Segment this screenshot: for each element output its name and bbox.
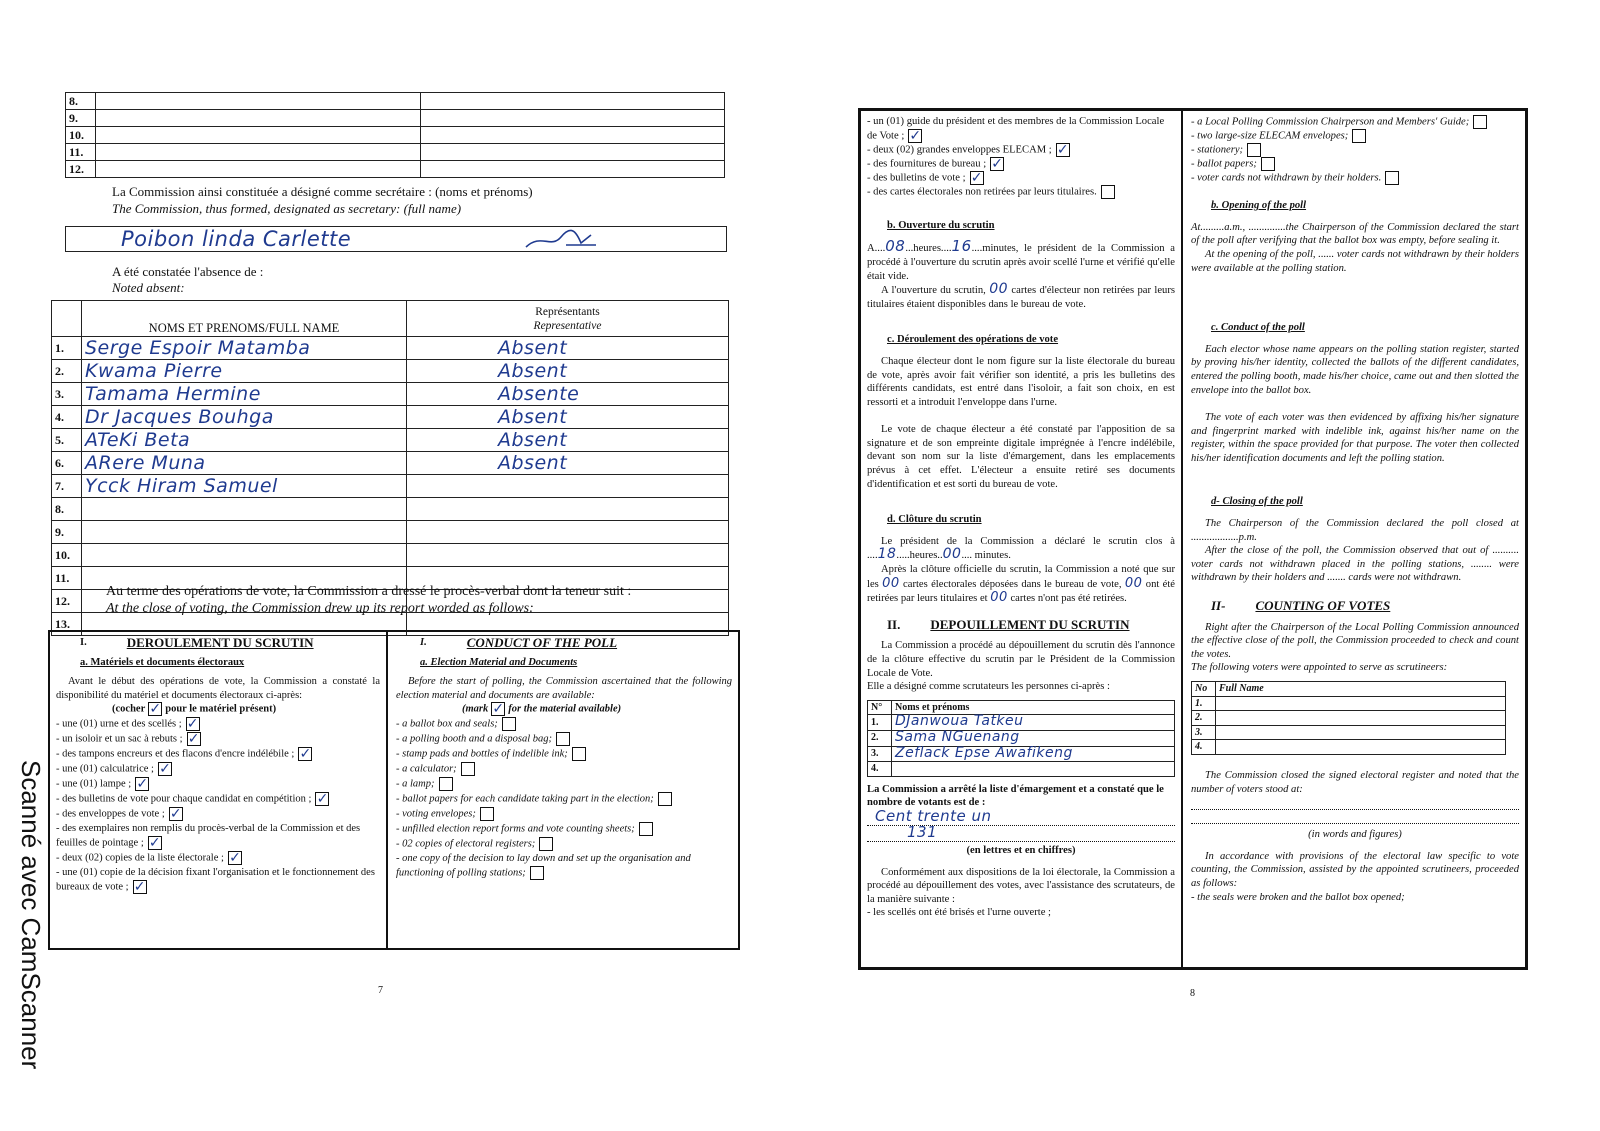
b-cards: 00	[989, 281, 1009, 298]
absent-name-cell	[82, 360, 407, 383]
item-label: - ballot papers for each candidate taking part in the election;	[396, 793, 654, 805]
scrutineer-row-en	[1192, 725, 1506, 740]
absent-name-cell	[82, 452, 407, 475]
item-label: - stationery;	[1191, 144, 1244, 156]
scrutineers-table-en	[1191, 681, 1506, 755]
checklist-item	[56, 792, 380, 806]
right-box	[858, 108, 1528, 970]
page-number-right: 8	[1190, 988, 1195, 999]
sec2-fr-num: II.	[887, 616, 901, 632]
item-label: - a polling booth and a disposal bag;	[396, 733, 553, 745]
checklist-item	[396, 852, 732, 880]
voters-note-en: (in words and figures)	[1308, 829, 1402, 841]
absent-row	[52, 406, 729, 429]
b-en-text: At.........a.m., ..............the Chairperson of the Commission declared the start of the poll after verifying that the ballot box was empty, before sealing it.	[1191, 221, 1519, 247]
absent-rep-cell	[407, 337, 729, 360]
checkbox[interactable]	[970, 171, 984, 185]
item-label: - des fournitures de bureau ;	[867, 158, 987, 170]
checklist-item	[396, 777, 732, 791]
checkbox[interactable]	[148, 836, 162, 850]
item-label: - des cartes électorales non retirées par leurs titulaires.	[867, 186, 1097, 198]
scr-empty	[1216, 725, 1506, 740]
checklist-item	[396, 837, 732, 851]
checklist-item	[56, 866, 380, 894]
absent-rep-cell	[407, 452, 729, 475]
law-en: In accordance with provisions of the electoral law specific to vote counting, the Commission, assisted by the appointed scrutineers, proceeded as follows:	[1191, 850, 1519, 889]
item-label: - deux (02) grandes enveloppes ELECAM ;	[867, 144, 1052, 156]
row-num: 8.	[52, 498, 82, 521]
watermark-text: Scanné avec CamScanner	[16, 760, 46, 1070]
voters-fr: La Commission a arrêté la liste d'émargement et a constaté que le nombre de votants est de :	[867, 783, 1164, 809]
checklist-item	[396, 822, 732, 836]
checkbox[interactable]	[572, 747, 586, 761]
item-label: - des tampons encreurs et des flacons d'encre indélébile ;	[56, 748, 295, 760]
checklist-item	[1191, 157, 1519, 171]
item-label: - une (01) lampe ;	[56, 778, 132, 790]
item-label: - une (01) calculatrice ;	[56, 763, 154, 775]
absent-rep-cell	[407, 429, 729, 452]
absent-name: ATeKi Beta	[85, 429, 191, 451]
section-one-en	[390, 632, 738, 948]
items-en-list	[396, 717, 732, 880]
secretary-name: Poibon linda Carlette	[121, 227, 352, 251]
check-icon: ✓	[1056, 141, 1069, 158]
checkbox[interactable]	[1101, 185, 1115, 199]
row-num: 2.	[52, 360, 82, 383]
check-icon: ✓	[492, 701, 505, 718]
scr-name-cell	[892, 746, 1175, 762]
intro-en: Before the start of polling, the Commission ascertained that the following election material and documents are available:	[396, 676, 732, 701]
absent-rep: Absent	[498, 452, 568, 474]
scr-num-en: 3.	[1192, 725, 1216, 740]
absent-rep	[410, 498, 498, 520]
checklist-item	[56, 762, 380, 776]
item-label: - des enveloppes de vote ;	[56, 808, 165, 820]
checklist-item	[56, 717, 380, 731]
close-en: At the close of voting, the Commission drew up its report worded as follows:	[106, 601, 534, 616]
scr-num-en: 4.	[1192, 740, 1216, 755]
checkbox[interactable]	[315, 792, 329, 806]
d-hour: 18	[877, 546, 897, 563]
checklist-item	[56, 807, 380, 821]
c-fr-text2: Le vote de chaque électeur a été constaté par l'apposition de sa signature et de son empreinte digitale imprégnée à l'encre indélébile, devant son nom sur la liste d'émargement, dans les emplacements prévus à cet effet. L'électeur a ensuite retiré ses documents d'identification et est sorti du bureau de vote.	[867, 424, 1175, 490]
absent-name-cell	[82, 337, 407, 360]
intro-fr: Avant le début des opérations de vote, la Commission a constaté la disponibilité du matériel et documents électoraux ci-après:	[56, 676, 380, 701]
count-fr2: Elle a désigné comme scrutateurs les personnes ci-après :	[867, 681, 1110, 693]
item-label: - 02 copies of electoral registers;	[396, 838, 536, 850]
scr-head-name: Noms et prénoms	[892, 700, 1175, 715]
right-items-en	[1191, 115, 1519, 185]
checklist-item	[396, 792, 732, 806]
voters-en: The Commission closed the signed electoral register and noted that the number of voters stood at:	[1191, 769, 1519, 795]
scrutineer-row-en	[1192, 740, 1506, 755]
absent-rep	[410, 475, 498, 497]
section-one-box	[48, 630, 740, 950]
check-icon: ✓	[187, 731, 200, 748]
right-en-column	[1185, 111, 1525, 967]
scr-empty	[1216, 696, 1506, 711]
close-fr: Au terme des opérations de vote, la Commission a dressé le procès-verbal dont la teneur suit :	[106, 584, 632, 599]
scr-name: DJanwoua Tatkeu	[895, 713, 1024, 730]
scrutineers-table-fr	[867, 700, 1175, 777]
a-en-title: a. Election Material and Documents	[420, 656, 578, 668]
secretary-label-fr: La Commission ainsi constituée a désigné comme secrétaire : (noms et prénoms)	[112, 184, 533, 199]
scr-num-en: 2.	[1192, 711, 1216, 726]
row-num: 10.	[66, 127, 96, 144]
b-en-title: b. Opening of the poll	[1211, 200, 1307, 212]
absent-rep-cell	[407, 498, 729, 521]
d-en-title: d- Closing of the poll	[1211, 496, 1303, 508]
absent-row	[52, 475, 729, 498]
b-min: 16	[951, 237, 972, 256]
count-en: Right after the Chairperson of the Local Polling Commission announced the effective close of the poll, the Commission proceeded to check and count the votes.	[1191, 621, 1519, 660]
row-num: 3.	[52, 383, 82, 406]
b-fr-2: ...heures....	[905, 243, 952, 255]
absent-rep	[410, 521, 498, 543]
scr-num: 1.	[868, 715, 892, 731]
absent-rep: Absente	[498, 383, 580, 405]
c-fr-title: c. Déroulement des opérations de vote	[887, 334, 1059, 346]
b-fr-1: A....	[867, 243, 886, 255]
sec1-en-num: I.	[420, 637, 427, 648]
checkbox[interactable]	[1385, 171, 1399, 185]
item-label: - voting envelopes;	[396, 808, 476, 820]
item-label: - des exemplaires non remplis du procès-verbal de la Commission et des feuilles de pointage ;	[56, 823, 361, 849]
d-fr-4: Après la clôture officielle du scrutin, la Commission a noté que sur les	[867, 564, 1175, 590]
sec2-en-num: II-	[1211, 598, 1226, 614]
item-label: - unfilled election report forms and vote counting sheets;	[396, 823, 635, 835]
checkbox[interactable]	[135, 777, 149, 791]
item-label: - two large-size ELECAM envelopes;	[1191, 130, 1349, 142]
voters-note-fr: (en lettres et en chiffres)	[966, 844, 1076, 856]
scrutineer-row	[868, 746, 1175, 762]
scrutineer-rows	[868, 715, 1175, 776]
absent-label-fr: A été constatée l'absence de :	[112, 264, 264, 279]
signature	[521, 229, 601, 251]
d-fr-3: .... minutes.	[961, 550, 1011, 562]
checkbox[interactable]	[658, 792, 672, 806]
check-icon: ✓	[148, 834, 161, 851]
item-label: - des bulletins de vote pour chaque candidat en compétition ;	[56, 793, 312, 805]
col-rep-en: Representative	[533, 319, 602, 332]
scr-num: 3.	[868, 746, 892, 762]
d-en-text: The Chairperson of the Commission declared the poll closed at ..................p.m.	[1191, 518, 1519, 543]
checkbox[interactable]	[556, 732, 570, 746]
item-label: - une (01) urne et des scellés ;	[56, 718, 182, 730]
law-en2: - the seals were broken and the ballot box opened;	[1191, 891, 1405, 903]
item-label: - a lamp;	[396, 778, 435, 790]
scr-num-en: 1.	[1192, 696, 1216, 711]
scrutineer-row-en	[1192, 711, 1506, 726]
voters-figure: 131	[907, 822, 938, 841]
checkbox[interactable]	[439, 777, 453, 791]
scr-empty	[1216, 740, 1506, 755]
absent-rep: Absent	[498, 360, 568, 382]
d-fr-2: .....heures..	[896, 550, 943, 562]
checkbox[interactable]	[908, 129, 922, 143]
checkbox[interactable]	[539, 837, 553, 851]
check-icon: ✓	[159, 761, 171, 778]
d-cards2: 00	[1124, 575, 1143, 591]
absent-name-cell	[82, 498, 407, 521]
c-en-text2: The vote of each voter was then evidenced by affixing his/her signature and fingerprint marked with indelible ink, against his/her name on the register, within the space provided for that purpose. The voter then collected his/her identification documents and left the polling station.	[1191, 412, 1519, 464]
checkbox[interactable]	[990, 157, 1004, 171]
checkbox[interactable]	[1056, 143, 1070, 157]
b-fr-5: cartes d'électeur non retirées par leurs titulaires étaient disponibles dans le bureau de vote.	[867, 285, 1176, 310]
d-fr-title: d. Clôture du scrutin	[887, 514, 982, 526]
checklist-item	[56, 822, 380, 850]
checklist-item	[867, 115, 1175, 143]
absent-name-cell	[82, 429, 407, 452]
sec1-en-title: CONDUCT OF THE POLL	[466, 635, 618, 650]
absent-row	[52, 544, 729, 567]
item-label: - a Local Polling Commission Chairperson and Members' Guide;	[1191, 116, 1470, 128]
mark-en2: for the material available)	[508, 703, 622, 715]
checklist-item	[396, 807, 732, 821]
item-label: - un isoloir et un sac à rebuts ;	[56, 733, 183, 745]
sec2-fr-title: DEPOUILLEMENT DU SCRUTIN	[930, 616, 1130, 632]
checkbox[interactable]	[639, 822, 653, 836]
absent-row	[52, 337, 729, 360]
row-num: 12.	[52, 590, 82, 613]
voters-line-en	[1191, 796, 1519, 810]
item-label: - des bulletins de vote ;	[867, 172, 966, 184]
scr-num: 2.	[868, 730, 892, 746]
check-icon: ✓	[316, 791, 329, 808]
count-fr: La Commission a procédé au dépouillement du scrutin dès l'annonce de la clôture effective du scrutin par le Président de la Commission Locale de Vote.	[867, 640, 1175, 679]
checklist-item	[1191, 115, 1519, 129]
checkbox[interactable]	[1473, 115, 1487, 129]
right-page	[800, 0, 1600, 1131]
count-en2: The following voters were appointed to serve as scrutineers:	[1191, 662, 1448, 674]
check-icon: ✓	[299, 746, 312, 763]
scr-name: Sama NGuenang	[895, 728, 1020, 745]
absent-name-cell	[82, 383, 407, 406]
row-num: 10.	[52, 544, 82, 567]
scrutineer-rows-en	[1192, 696, 1506, 754]
checkbox[interactable]	[502, 717, 516, 731]
absent-rep	[410, 544, 498, 566]
row-num: 5.	[52, 429, 82, 452]
checklist-item	[867, 185, 1175, 199]
camscanner-watermark	[0, 760, 50, 1090]
checklist-item	[1191, 129, 1519, 143]
check-icon: ✓	[991, 155, 1003, 172]
absent-name-cell	[82, 406, 407, 429]
scr-head-name-en: Full Name	[1216, 682, 1506, 697]
checkbox[interactable]	[298, 747, 312, 761]
checkbox[interactable]	[461, 762, 475, 776]
secretary-box	[65, 226, 727, 252]
row-num: 7.	[52, 475, 82, 498]
b-hour: 08	[885, 237, 906, 256]
item-label: - une (01) copie de la décision fixant l'organisation et le fonctionnement des bureaux de vote ;	[56, 866, 375, 892]
absent-row	[52, 452, 729, 475]
mark-fr2: pour le matériel présent)	[165, 703, 277, 715]
absent-name: Dr Jacques Bouhga	[85, 406, 274, 428]
item-label: - stamp pads and bottles of indelible ink;	[396, 748, 568, 760]
row-num: 9.	[52, 521, 82, 544]
check-icon: ✓	[136, 776, 149, 793]
checkbox[interactable]	[480, 807, 494, 821]
d-en-text2: After the close of the poll, the Commission observed that out of .......... voter cards not withdrawn placed in the polling stations, ........ were withdrawn by their holders and ....... cards were not withdrawn.	[1191, 545, 1519, 584]
item-label: - ballot papers;	[1191, 158, 1257, 170]
row-num: 9.	[66, 110, 96, 127]
law-fr: Conformément aux dispositions de la loi électorale, la Commission a procédé au dépouillement des votes, avec l'assistance des scrutateurs, de la manière suivante :	[867, 866, 1175, 905]
absent-rep: Absent	[498, 406, 568, 428]
absent-row	[52, 521, 729, 544]
checkbox[interactable]	[169, 807, 183, 821]
check-icon: ✓	[229, 849, 241, 866]
mark-en: (mark	[462, 703, 489, 715]
checklist-item	[56, 777, 380, 791]
voters-line-en2	[1191, 810, 1519, 824]
absent-rep-cell	[407, 383, 729, 406]
b-fr-title: b. Ouverture du scrutin	[887, 219, 995, 231]
row-num: 1.	[52, 337, 82, 360]
absent-label-en: Noted absent:	[112, 280, 185, 295]
d-min: 00	[942, 546, 962, 563]
row-num: 6.	[52, 452, 82, 475]
absent-rep-cell	[407, 360, 729, 383]
checkbox[interactable]	[133, 880, 147, 894]
absent-name: Serge Espoir Matamba	[85, 337, 311, 359]
scr-name-cell	[892, 762, 1175, 777]
checklist-item	[1191, 143, 1519, 157]
checkbox[interactable]	[1352, 129, 1366, 143]
page-number: 7	[378, 985, 383, 996]
row-num: 8.	[66, 93, 96, 110]
checkbox[interactable]	[187, 732, 201, 746]
absent-row	[52, 429, 729, 452]
checklist-item	[56, 732, 380, 746]
checklist-item	[396, 762, 732, 776]
b-fr-4: A l'ouverture du scrutin,	[881, 285, 986, 297]
checkbox[interactable]	[1247, 143, 1261, 157]
absent-rep-cell	[407, 521, 729, 544]
item-label: - one copy of the decision to lay down and set up the organisation and functioning of polling stations;	[396, 853, 691, 879]
absent-rep: Absent	[498, 337, 568, 359]
absent-rep: Absent	[498, 429, 568, 451]
absent-name: Tamama Hermine	[85, 383, 261, 405]
mark-fr: (cocher	[112, 703, 146, 715]
members-table-end	[65, 92, 725, 178]
checklist-item	[396, 747, 732, 761]
d-cards3: 00	[990, 590, 1008, 606]
scr-name: Zeflack Epse Awafikeng	[895, 744, 1073, 761]
d-cards1: 00	[882, 575, 900, 591]
sec1-fr-num: I.	[80, 637, 87, 648]
c-fr-text: Chaque électeur dont le nom figure sur la liste électorale du bureau de vote, après avoir fait vérifier son identité, a pris les bulletins des différents candidats, est entré dans l'isoloir, a fait son choix, en est ressorti et a introduit l'enveloppe dans l'urne.	[867, 355, 1175, 408]
absent-rep-cell	[407, 544, 729, 567]
absent-name-cell	[82, 521, 407, 544]
checklist-item	[56, 747, 380, 761]
absent-name: Kwama Pierre	[85, 360, 223, 382]
absent-row	[52, 498, 729, 521]
col-rep-fr: Représentants	[535, 305, 600, 318]
checkbox[interactable]	[186, 717, 200, 731]
checklist-item	[867, 143, 1175, 157]
items-fr-list	[56, 717, 380, 893]
row-num: 12.	[66, 161, 96, 178]
d-fr-5: cartes électorales déposées dans le bureau de vote,	[903, 578, 1122, 590]
absent-name-cell	[82, 475, 407, 498]
checkbox[interactable]	[228, 851, 242, 865]
checklist-item	[396, 732, 732, 746]
checklist-item	[56, 851, 380, 865]
check-icon: ✓	[909, 127, 922, 144]
voters-words: Cent trente un	[875, 806, 992, 825]
row-num: 4.	[52, 406, 82, 429]
item-label: - deux (02) copies de la liste électorale ;	[56, 852, 224, 864]
scr-num: 4.	[868, 762, 892, 777]
checklist-item	[867, 171, 1175, 185]
item-label: - a ballot box and seals;	[396, 718, 498, 730]
d-fr-7: cartes n'ont pas été retirées.	[1010, 593, 1127, 605]
check-icon: ✓	[970, 169, 983, 186]
law-fr2: - les scellés ont été brisés et l'urne ouverte ;	[867, 907, 1051, 919]
sec1-fr-title: DEROULEMENT DU SCRUTIN	[126, 635, 314, 650]
b-en-text2: At the opening of the poll, ...... voter cards not withdrawn by their holders were available at the polling station.	[1191, 248, 1519, 274]
right-items-fr	[867, 115, 1175, 199]
item-label: - un (01) guide du président et des membres de la Commission Locale de Vote ;	[867, 116, 1165, 142]
check-icon: ✓	[169, 806, 182, 823]
checklist-item	[396, 717, 732, 731]
absent-name-cell	[82, 544, 407, 567]
col-rep-header	[407, 301, 729, 337]
scr-head-n: N°	[868, 700, 892, 715]
checkbox[interactable]	[158, 762, 172, 776]
col-name-header: NOMS ET PRENOMS/FULL NAME	[82, 301, 407, 337]
absent-name: ARere Muna	[85, 452, 206, 474]
checkbox[interactable]	[530, 866, 544, 880]
checklist-item	[1191, 171, 1519, 185]
c-en-text: Each elector whose name appears on the polling station register, started by proving his/her identity, collected the ballots of the different candidates, entered the polling booth, made his/her choice, came out and then slotted the envelope into the ballot box.	[1191, 343, 1519, 396]
scrutineer-row-en	[1192, 696, 1506, 711]
d-fr-1: Le président de la Commission a déclaré le scrutin clos à ....	[867, 535, 1175, 562]
row-num: 11.	[52, 567, 82, 590]
item-label: - voter cards not withdrawn by their holders.	[1191, 172, 1382, 184]
absent-rep-cell	[407, 475, 729, 498]
section-one-fr	[50, 632, 388, 948]
check-icon: ✓	[149, 701, 162, 718]
absent-rep-cell	[407, 406, 729, 429]
scrutineer-row	[868, 762, 1175, 777]
c-en-title: c. Conduct of the poll	[1211, 322, 1305, 334]
row-num: 11.	[66, 144, 96, 161]
secretary-label-en: The Commission, thus formed, designated as secretary: (full name)	[112, 201, 462, 216]
absent-row	[52, 360, 729, 383]
row-num: 13.	[52, 613, 82, 636]
scr-head-n-en: No	[1192, 682, 1216, 697]
item-label: - a calculator;	[396, 763, 457, 775]
check-icon: ✓	[186, 716, 199, 733]
scr-empty	[1216, 711, 1506, 726]
d-fr-6: ont été retirées par leurs titulaires et	[867, 578, 1175, 605]
b-fr-3: ....minutes, le président de la Commission a procédé à l'ouverture du scrutin après avoir scellé l'urne et vérifié qu'elle était vide.	[867, 243, 1175, 282]
checkbox[interactable]	[1261, 157, 1275, 171]
absent-row	[52, 383, 729, 406]
check-icon: ✓	[133, 878, 146, 895]
right-fr-column	[861, 111, 1183, 967]
a-fr-title: a. Matériels et documents électoraux	[80, 656, 245, 668]
absent-name: Ycck Hiram Samuel	[85, 475, 278, 497]
sec2-en-title: COUNTING OF VOTES	[1255, 598, 1391, 614]
checklist-item	[867, 157, 1175, 171]
